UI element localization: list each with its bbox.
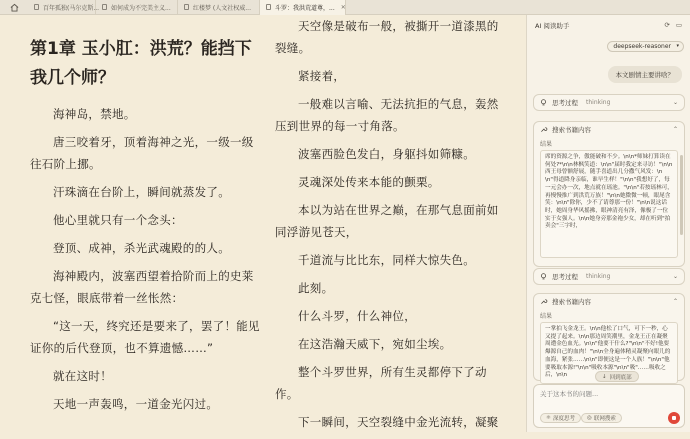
paragraph: 本以为站在世界之巅，在那气息面前如同浮游见苍天， [275, 203, 499, 239]
chevron-down-icon: ⌄ [672, 273, 678, 280]
paragraph: 登顶、成神，杀光武魂殿的的人。 [53, 241, 230, 255]
search-card-1[interactable] [533, 121, 685, 267]
web-search-label: 联网搜索 [593, 416, 616, 422]
stop-button[interactable] [668, 412, 680, 424]
reader-pane [0, 15, 526, 432]
globe-icon: ◎ [587, 415, 592, 421]
paragraph: 灵魂深处传来本能的颤栗。 [298, 175, 440, 189]
document-icon [184, 4, 189, 10]
user-question-bubble: 本文剧情主要讲啥？ [608, 66, 683, 83]
web-search-toggle[interactable] [581, 413, 622, 423]
chevron-down-icon: ⌄ [672, 99, 678, 106]
paragraph: 天地一声轰鸣，一道金光闪过。 [53, 397, 219, 411]
paragraph: 在这浩瀚天威下，宛如尘埃。 [298, 337, 452, 351]
document-icon [34, 4, 39, 10]
paragraph: 下一瞬间，天空裂缝中金光流转，凝聚 [298, 415, 499, 429]
document-icon [266, 4, 271, 10]
paragraph: 海神殿内，波塞西望着拾阶而上的史莱克七怪，眼底带着一丝怅然： [30, 269, 254, 305]
paragraph: 紧接着， [298, 69, 346, 83]
thinking-card-2[interactable] [533, 268, 685, 285]
home-icon [10, 3, 19, 12]
tab-label: 斗罗：我洪荒道尊，... [275, 4, 335, 12]
tab-bar [0, 0, 690, 15]
panel-header [527, 15, 690, 35]
paragraph: 海神岛，禁地。 [53, 107, 136, 121]
history-icon[interactable]: ⟳ [664, 21, 670, 29]
question-input[interactable] [540, 390, 670, 398]
chevron-up-icon: ⌃ [672, 126, 678, 133]
document-icon [102, 4, 107, 10]
model-value: deepseek-reasoner [613, 43, 671, 50]
result-label: 结果 [540, 313, 553, 320]
tab-book-4-active[interactable] [260, 0, 346, 15]
home-button[interactable] [0, 0, 28, 15]
result-label: 结果 [540, 141, 553, 148]
wrench-icon [540, 298, 547, 305]
paragraph: 天空像是破布一般，被撕开一道漆黑的裂缝。 [275, 19, 499, 55]
back-to-bottom-label: 回到底部 [609, 374, 632, 381]
close-icon[interactable]: ✕ [340, 3, 346, 11]
tab-book-2[interactable] [96, 0, 178, 15]
question-input-box [533, 384, 685, 428]
collapse-icon[interactable]: ▭ [675, 21, 682, 29]
arrow-down-icon: ↓ [602, 373, 607, 380]
chevron-down-icon: ▾ [676, 43, 679, 49]
paragraph: 千道流与比比东，同样大惊失色。 [298, 253, 475, 267]
wrench-icon [540, 126, 547, 133]
reader-column-right [275, 15, 505, 439]
search-label: 搜索书籍内容 [552, 298, 591, 306]
paragraph: 一般难以言喻、无法抗拒的气息，轰然压到世界的每一寸角落。 [275, 97, 499, 133]
paragraph: 他心里就只有一个念头： [53, 213, 183, 227]
chevron-up-icon: ⌃ [672, 298, 678, 305]
stop-icon [672, 416, 676, 420]
thinking-tag: thinking [586, 273, 611, 280]
ai-assistant-panel [526, 15, 690, 432]
tab-book-1[interactable] [28, 0, 100, 15]
tab-label: 红楼梦 (人文社权威... [193, 4, 251, 12]
tab-label: 百年孤独(马尔克斯... [43, 4, 100, 12]
thinking-tag: thinking [586, 99, 611, 106]
search-result-text: 一掌拍飞金龙王。\n\n他松了口气，可下一秒，心又提了起来。\n\n那边周笑潮里，金龙王正在凝聚周遭金色血光。\n\n"他要干什么?"\n\n"不好!他要爆源自己的血肉！"\n\n全身遍体精灵凝聚向眼儿的血海，紧张……\n\n"即便这是一个人族！"\n\n"他要吸取本源!"\n\n"吸收本源"\n\n"吸"……吸收之后，\n\n [540, 322, 678, 384]
paragraph: 就在这时！ [53, 369, 112, 383]
paragraph: 波塞西脸色发白，身躯抖如筛糠。 [298, 147, 475, 161]
paragraph: “这一天，终究还是要来了，罢了！能见证你的后代登顶，也不算遗憾……” [30, 319, 260, 355]
lightbulb-icon [540, 273, 547, 280]
thinking-card-1[interactable] [533, 94, 685, 111]
tab-book-3[interactable] [178, 0, 260, 15]
paragraph: 汗珠滴在台阶上，瞬间就蒸发了。 [53, 185, 230, 199]
back-to-bottom-button[interactable] [595, 371, 639, 382]
paragraph: 整个斗罗世界，所有生灵都停下了动作。 [275, 365, 487, 401]
search-label: 搜索书籍内容 [552, 126, 591, 134]
atom-icon: ⚛ [546, 415, 551, 421]
search-result-text: 席的资源之争，傲能破和不少。\n\n*师妹打算读在何处?*\n\n林枫笑道：\n\n"届时我定来寻访！"\n\n西王母曾额舒展，随手喜道出几分撒气风发：\n\n"得道降身亲临，谁早生样！"\n\n"我想好了，每一元会办一次，地点就在瑶池。"\n\n"若按瑶林可，再慢慢推广到洪荒万族！"\n\n她微微一顿，眼尾含笑：\n\n"除你，少不了请尊那一份！"\n\n说这话时，她周身华风摇拂，眼神清亮有泽，像极了一位实于女强人。\n\n她身旁那金袍少女，却在听到"拍卖会"三字时， [540, 150, 678, 258]
panel-title: AI 阅读助手 [535, 21, 570, 30]
tab-label: 如何成为不完美主义... [111, 4, 171, 12]
deep-think-toggle[interactable] [540, 413, 581, 423]
paragraph: 唐三咬着牙，顶着海神之光，一级一级往石阶上挪。 [30, 135, 254, 171]
thinking-label: 思考过程 [552, 273, 578, 281]
chapter-title: 第1章 玉小肛：洪荒？能挡下我几个师？ [30, 39, 252, 88]
paragraph: 此刻。 [298, 281, 334, 295]
thinking-label: 思考过程 [552, 99, 578, 107]
model-select[interactable] [607, 41, 684, 52]
result-scrollbar[interactable] [680, 155, 683, 235]
lightbulb-icon [540, 99, 547, 106]
deep-think-label: 深度思考 [552, 416, 575, 422]
search-card-2[interactable] [533, 293, 685, 381]
paragraph: 什么斗罗，什么神位， [298, 309, 416, 323]
reader-column-left [30, 15, 260, 421]
